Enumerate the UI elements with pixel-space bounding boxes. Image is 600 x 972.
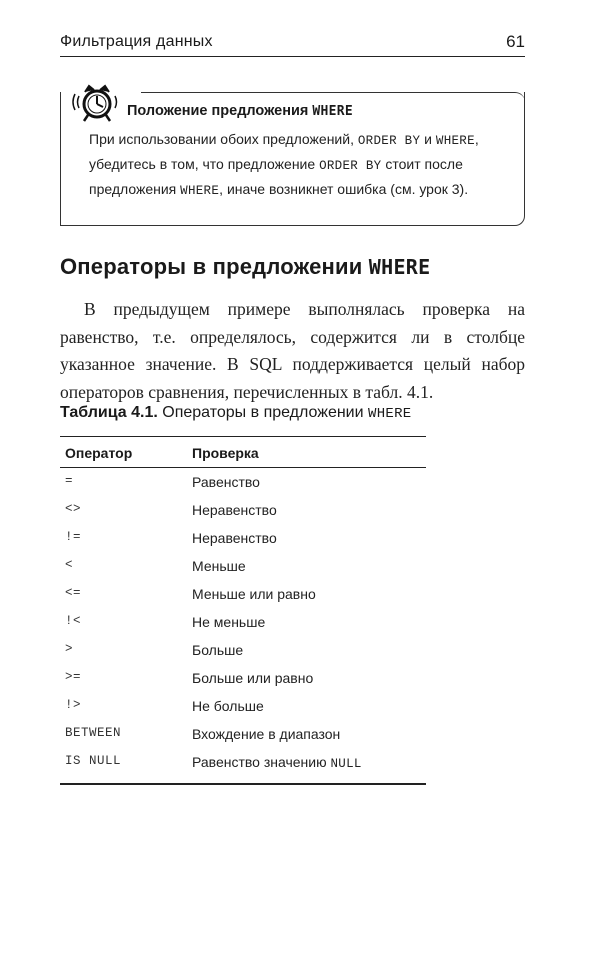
description-cell: Меньше bbox=[192, 558, 246, 574]
body-paragraph: В предыдущем примере выполнялась проверка на равенство, т.е. определялось, содержится ли в столбце указанное значение. В SQL поддерживается целый набор операторов сравнения, перечисленных в табл. 4.1. bbox=[60, 299, 525, 402]
description-text: Равенство значению bbox=[192, 754, 331, 770]
note-top-border bbox=[141, 92, 525, 103]
table-caption-code: WHERE bbox=[368, 406, 412, 422]
section-heading-text: Операторы в предложении bbox=[60, 254, 369, 279]
table-body bbox=[60, 468, 426, 783]
note-text: предложения bbox=[89, 181, 181, 197]
table-row bbox=[60, 749, 426, 777]
description-cell: Больше bbox=[192, 642, 244, 658]
table-caption-text: Операторы в предложении bbox=[157, 404, 368, 421]
note-code: ORDER BY bbox=[357, 134, 421, 148]
note-text: , bbox=[474, 131, 479, 147]
table-row bbox=[60, 665, 426, 693]
description-cell: Не меньше bbox=[192, 614, 266, 630]
operator-cell: < bbox=[65, 558, 74, 572]
note-title-code: WHERE bbox=[312, 104, 354, 119]
table-row bbox=[60, 553, 426, 581]
table-caption bbox=[60, 404, 412, 422]
page-number: 61 bbox=[506, 32, 525, 51]
table-header bbox=[60, 437, 426, 468]
description-cell bbox=[192, 754, 362, 771]
note-code: ORDER BY bbox=[319, 159, 382, 173]
description-cell: Вхождение в диапазон bbox=[192, 726, 341, 742]
note-text: , иначе возникнет ошибка (см. урок 3). bbox=[219, 181, 469, 197]
operator-cell: != bbox=[65, 530, 82, 544]
description-code: NULL bbox=[330, 757, 362, 771]
column-header-check: Проверка bbox=[192, 445, 259, 461]
operator-cell: !> bbox=[65, 698, 82, 712]
table-row bbox=[60, 581, 426, 609]
operators-table bbox=[60, 436, 426, 785]
note-body bbox=[89, 128, 519, 203]
table-caption-label: Таблица 4.1. bbox=[60, 404, 158, 421]
section-heading-code: WHERE bbox=[368, 255, 431, 279]
note-code: WHERE bbox=[180, 184, 220, 198]
operator-cell: <= bbox=[65, 586, 82, 600]
note-text: и bbox=[420, 131, 436, 147]
table-row bbox=[60, 525, 426, 553]
note-title bbox=[127, 103, 353, 119]
table-row bbox=[60, 497, 426, 525]
note-box bbox=[60, 92, 525, 226]
description-cell: Неравенство bbox=[192, 530, 277, 546]
operator-cell: IS NULL bbox=[65, 754, 122, 768]
note-line-1 bbox=[89, 128, 519, 153]
description-cell: Меньше или равно bbox=[192, 586, 316, 602]
operator-cell: BETWEEN bbox=[65, 726, 122, 740]
table-row bbox=[60, 693, 426, 721]
description-cell: Не больше bbox=[192, 698, 264, 714]
table-row bbox=[60, 721, 426, 749]
table-row bbox=[60, 609, 426, 637]
note-text: При использовании обоих предложений, bbox=[89, 131, 358, 147]
chapter-title: Фильтрация данных bbox=[60, 33, 213, 50]
description-cell: Больше или равно bbox=[192, 670, 314, 686]
operator-cell: !< bbox=[65, 614, 82, 628]
table-row bbox=[60, 637, 426, 665]
note-line-2 bbox=[89, 153, 519, 178]
operator-cell: <> bbox=[65, 502, 82, 516]
operator-cell: = bbox=[65, 474, 74, 488]
note-code: WHERE bbox=[435, 134, 475, 148]
alarm-clock-icon bbox=[67, 80, 123, 126]
note-text: убедитесь в том, что предложение bbox=[89, 156, 320, 172]
operator-cell: > bbox=[65, 642, 74, 656]
running-header bbox=[60, 30, 525, 57]
section-heading bbox=[60, 254, 430, 280]
note-text: стоит после bbox=[381, 156, 463, 172]
description-cell: Неравенство bbox=[192, 502, 277, 518]
column-header-operator: Оператор bbox=[65, 445, 133, 461]
description-cell: Равенство bbox=[192, 474, 260, 490]
note-line-3 bbox=[89, 178, 519, 203]
operator-cell: >= bbox=[65, 670, 82, 684]
note-title-text: Положение предложения bbox=[127, 103, 313, 119]
table-row bbox=[60, 469, 426, 497]
